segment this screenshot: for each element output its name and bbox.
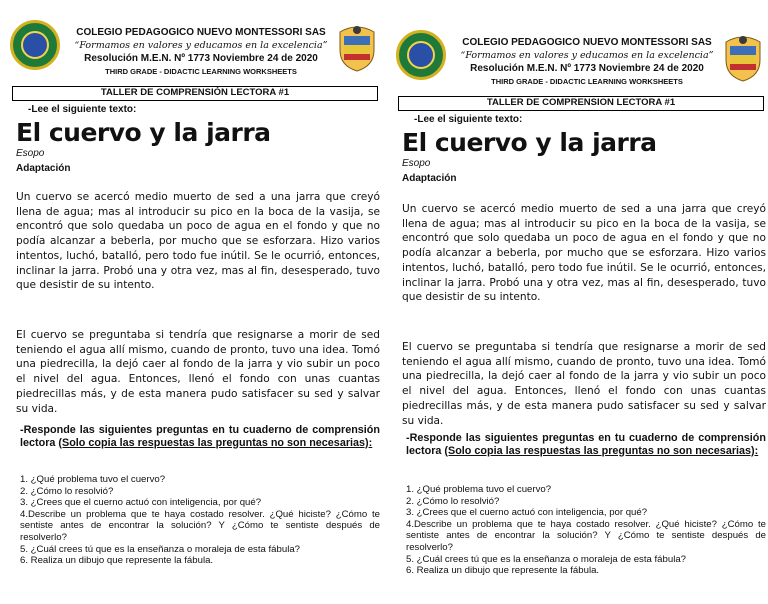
instructions-main: -Responde las siguientes preguntas en tu cuaderno de comprensión lectora: [406, 432, 766, 457]
story-paragraph-1: Un cuervo se acercó medio muerto de sed a una jarra que creyó llena de agua; mas al introducir su pico en la boca de la vasija, se encontró que solo quedaba un poco de agua en el fondo y que no podía alcanzar a beberla, por mucho que se esforzara. Hizo varios intentos, luchó, batalló, pero todo fue inútil. Se le ocurrió, entonces, inclinar la jarra. Probó una y otra vez, mas al fin, desesperado, tuvo que desistir de su intento.: [402, 203, 766, 304]
worksheet-title-box: TALLER DE COMPRENSION LECTORA #1: [398, 96, 764, 111]
grade-label: THIRD GRADE - DIDACTIC LEARNING WORKSHEETS: [491, 77, 683, 86]
worksheet-right: [392, 10, 768, 604]
question-item: 4.Describe un problema que te haya costado resolver. ¿Qué hiciste? ¿Cómo te sentiste antes de encontrar la solución? Y ¿Cómo te sentiste después de resolverlo?: [20, 508, 380, 543]
coat-of-arms-icon: [334, 22, 380, 72]
school-name: COLEGIO PEDAGOGICO NUEVO MONTESSORI SAS: [76, 27, 326, 38]
worksheet-header: [392, 10, 768, 108]
story-author: Esopo: [402, 158, 431, 169]
coat-of-arms-icon: [720, 32, 766, 82]
story-title: El cuervo y la jarra: [402, 128, 657, 157]
school-logo-icon: [396, 30, 446, 80]
school-motto: “Formamos en valores y educamos en la excelencia”: [460, 50, 714, 61]
answer-instructions: [20, 424, 380, 449]
instructions-note: (Solo copia las respuestas las preguntas no son necesarias):: [444, 444, 759, 457]
worksheet-title-box: TALLER DE COMPRENSIÓN LECTORA #1: [12, 86, 378, 101]
worksheet-left: [6, 0, 384, 594]
answer-instructions: [406, 432, 766, 457]
question-item: 3. ¿Crees que el cuerno actuó con inteligencia, por qué?: [406, 507, 648, 519]
question-item: 2. ¿Cómo lo resolvió?: [20, 485, 114, 497]
question-item: 2. ¿Cómo lo resolvió?: [406, 495, 500, 507]
school-heading: [70, 26, 332, 78]
school-name: COLEGIO PEDAGOGICO NUEVO MONTESSORI SAS: [462, 37, 712, 48]
question-item: 5. ¿Cuál crees tú que es la enseñanza o moraleja de esta fábula?: [406, 553, 686, 565]
question-item: 6. Realiza un dibujo que represente la fábula.: [20, 555, 214, 567]
instructions-main: -Responde las siguientes preguntas en tu cuaderno de comprensión lectora: [20, 424, 380, 449]
school-heading: [456, 36, 718, 88]
question-item: 1. ¿Qué problema tuvo el cuervo?: [406, 484, 552, 495]
question-list: [20, 474, 380, 567]
question-item: 3. ¿Crees que el cuerno actuó con inteligencia, por qué?: [20, 497, 262, 509]
story-paragraph-2: El cuervo se preguntaba si tendría que resignarse a morir de sed teniendo el agua allí mismo, cuando de pronto, tuvo una idea. Tomó una piedrecilla, la dejó caer al fondo de la jarra y vio subir un poco el nivel del agua. Entonces, llenó el fondo con unas cuantas piedrecillas más, y de esta manera pudo satisfacer su sed y salvar su vida.: [402, 341, 766, 427]
question-item: 4.Describe un problema que te haya costado resolver. ¿Qué hiciste? ¿Cómo te sentiste antes de encontrar la solución? Y ¿Cómo te sentiste después de resolverlo?: [406, 518, 766, 553]
worksheet-header: [6, 0, 384, 98]
school-logo-icon: [10, 20, 60, 70]
story-title: El cuervo y la jarra: [16, 118, 271, 147]
reading-instruction: -Lee el siguiente texto:: [414, 114, 523, 125]
reading-instruction: -Lee el siguiente texto:: [28, 104, 137, 115]
school-motto: “Formamos en valores y educamos en la excelencia”: [74, 40, 328, 51]
story-adaptation: Adaptación: [402, 173, 457, 184]
question-item: 1. ¿Qué problema tuvo el cuervo?: [20, 474, 166, 485]
story-author: Esopo: [16, 148, 45, 159]
question-item: 6. Realiza un dibujo que represente la fábula.: [406, 565, 600, 577]
grade-label: THIRD GRADE - DIDACTIC LEARNING WORKSHEETS: [105, 67, 297, 76]
question-list: [406, 484, 766, 577]
story-paragraph-1: Un cuervo se acercó medio muerto de sed a una jarra que creyó llena de agua; mas al introducir su pico en la boca de la vasija, se encontró que solo quedaba un poco de agua en el fondo y que no podía alcanzar a beberla, por mucho que se esforzara. Hizo varios intentos, luchó, batalló, pero todo fue inútil. Se le ocurrió, entonces, inclinar la jarra. Probó una y otra vez, mas al fin, desesperado, tuvo que desistir de su intento.: [16, 191, 380, 292]
school-resolution: Resolución M.E.N. Nº 1773 Noviembre 24 de 2020: [84, 53, 318, 64]
question-item: 5. ¿Cuál crees tú que es la enseñanza o moraleja de esta fábula?: [20, 543, 300, 555]
instructions-note: (Solo copia las respuestas las preguntas no son necesarias):: [58, 436, 373, 449]
story-adaptation: Adaptación: [16, 163, 71, 174]
school-resolution: Resolución M.E.N. Nº 1773 Noviembre 24 de 2020: [470, 63, 704, 74]
story-paragraph-2: El cuervo se preguntaba si tendría que resignarse a morir de sed teniendo el agua allí mismo, cuando de pronto, tuvo una idea. Tomó una piedrecilla, la dejó caer al fondo de la jarra y vio subir un poco el nivel del agua. Entonces, llenó el fondo con unas cuantas piedrecillas más, y de esta manera pudo satisfacer su sed y salvar su vida.: [16, 329, 380, 415]
